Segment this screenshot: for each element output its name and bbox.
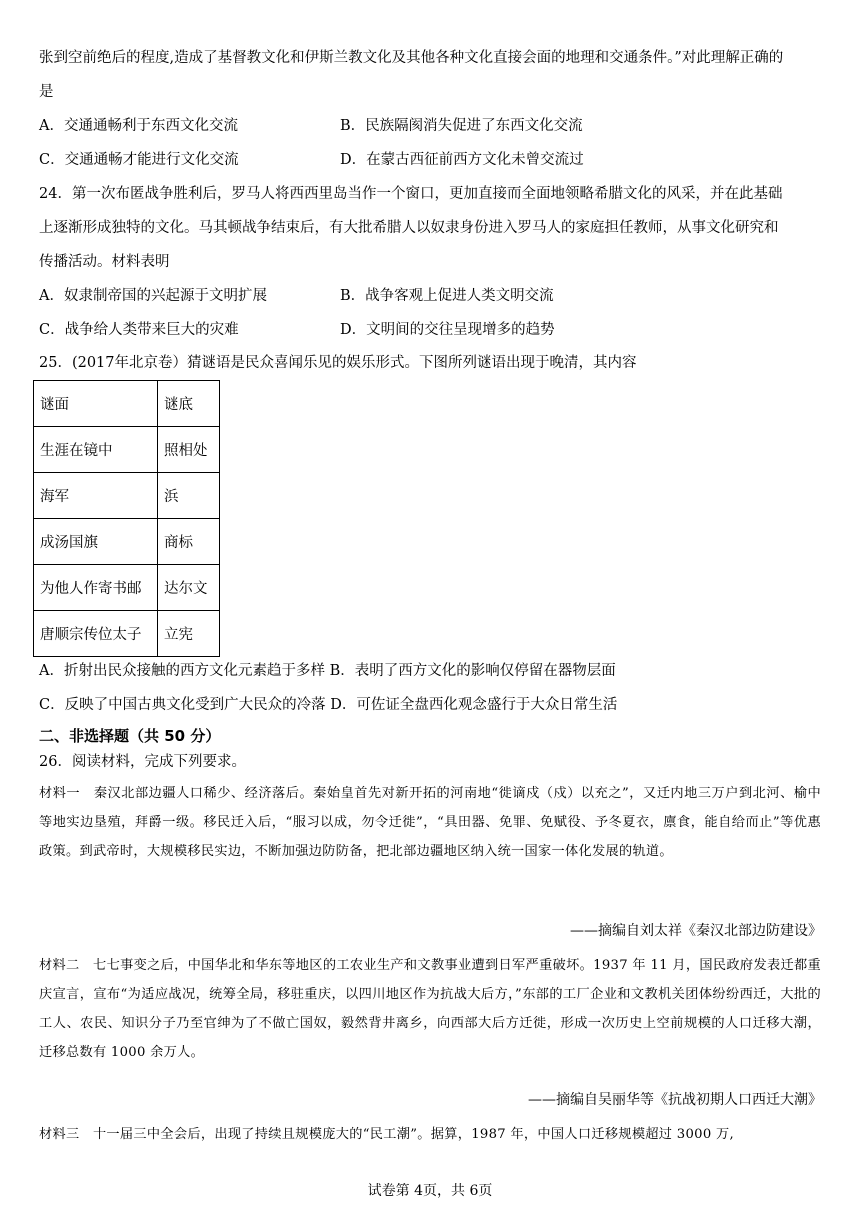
- table-cell-answer: 商标: [158, 519, 220, 565]
- table-row: [34, 519, 220, 565]
- material-1-text: 材料一 秦汉北部边疆人口稀少、经济落后。秦始皇首先对新开拓的河南地“徙谪戍（戍）以充之”，又迁内地三万户到北河、榆中等地实边垦殖，拜爵一级。移民迁入后，“服习以成，勿令迁徙”，“具田器、免罪、免赋役、予冬夏衣，廪食，能自给而止”等优惠政策。到武帝时，大规模移民实边，不断加强边防防备，把北部边疆地区纳入统一国家一体化发展的轨道。: [39, 786, 821, 859]
- material-1: [39, 779, 821, 866]
- q23-option-a: A．交通通畅利于东西文化交流: [39, 118, 238, 134]
- q23-option-d: D．在蒙古西征前西方文化未曾交流过: [340, 152, 584, 168]
- q25-text: 25．(2017年北京卷）猜谜语是民众喜闻乐见的娱乐形式。下图所列谜语出现于晚清，其内容: [39, 355, 637, 371]
- riddle-table: [33, 380, 220, 657]
- material-2-text: 材料二 七七事变之后，中国华北和华东等地区的工农业生产和文教事业遭到日军严重破坏。1937 年 11 月，国民政府发表迁都重庆宣言，宣布“为适应战况，统筹全局，移驻重庆，以四川地区作为抗战大后方，”东部的工厂企业和文教机关团体纷纷西迁，大批的工人、农民、知识分子乃至官绅为了不做亡国奴，毅然背井离乡，向西部大后方迁徙，形成一次历史上空前规模的人口迁移大潮，迁移总数有 1000 余万人。: [39, 958, 821, 1060]
- table-row: [34, 473, 220, 519]
- q23-option-c: C．交通通畅才能进行文化交流: [39, 152, 239, 168]
- q24-option-c: C．战争给人类带来巨大的灾难: [39, 322, 239, 338]
- material-2-source: ——摘编自吴丽华等《抗战初期人口西迁大潮》: [528, 1092, 822, 1108]
- material-3-text: 材料三 十一届三中全会后，出现了持续且规模庞大的“民工潮”。据算，1987 年，中国人口迁移规模超过 3000 万,: [39, 1127, 735, 1142]
- table-cell-answer: 浜: [158, 473, 220, 519]
- q24-text-line1: 24．第一次布匿战争胜利后，罗马人将西西里岛当作一个窗口，更加直接而全面地领略希腊文化的风采，并在此基础: [39, 186, 783, 202]
- table-header-answer: 谜底: [158, 381, 220, 427]
- q25-options-line2: C．反映了中国古典文化受到广大民众的冷落 D．可佐证全盘西化观念盛行于大众日常生活: [39, 697, 618, 713]
- table-cell-riddle: 唐顺宗传位太子: [34, 611, 158, 657]
- table-cell-answer: 达尔文: [158, 565, 220, 611]
- material-3: [39, 1120, 821, 1149]
- q26-intro: 26．阅读材料，完成下列要求。: [39, 754, 246, 770]
- table-cell-riddle: 海军: [34, 473, 158, 519]
- q25-options-line1: A．折射出民众接触的西方文化元素趋于多样 B．表明了西方文化的影响仅停留在器物层面: [39, 663, 616, 679]
- q23-text-line1: 张到空前绝后的程度,造成了基督教文化和伊斯兰教文化及其他各种文化直接会面的地理和交通条件。”对此理解正确的: [39, 50, 784, 66]
- table-header-row: [34, 381, 220, 427]
- q24-option-b: B．战争客观上促进人类文明交流: [340, 288, 554, 304]
- table-row: [34, 611, 220, 657]
- section-title: 二、非选择题（共 50 分）: [39, 727, 221, 745]
- table-cell-answer: 照相处: [158, 427, 220, 473]
- table-cell-riddle: 成汤国旗: [34, 519, 158, 565]
- material-1-source: ——摘编自刘太祥《秦汉北部边防建设》: [570, 923, 822, 939]
- page-footer: 试卷第 4页，共 6页: [367, 1183, 493, 1199]
- table-header-riddle: 谜面: [34, 381, 158, 427]
- q23-text-line2: 是: [39, 84, 54, 100]
- table-cell-answer: 立宪: [158, 611, 220, 657]
- table-cell-riddle: 为他人作寄书邮: [34, 565, 158, 611]
- q24-option-d: D．文明间的交往呈现增多的趋势: [340, 322, 555, 338]
- q24-text-line2: 上逐渐形成独特的文化。马其顿战争结束后，有大批希腊人以奴隶身份进入罗马人的家庭担任教师，从事文化研究和: [39, 220, 779, 236]
- table-cell-riddle: 生涯在镜中: [34, 427, 158, 473]
- table-row: [34, 565, 220, 611]
- material-2: [39, 951, 821, 1067]
- q23-option-b: B．民族隔阂消失促进了东西文化交流: [340, 118, 583, 134]
- q24-option-a: A．奴隶制帝国的兴起源于文明扩展: [39, 288, 267, 304]
- table-row: [34, 427, 220, 473]
- q24-text-line3: 传播活动。材料表明: [39, 254, 170, 270]
